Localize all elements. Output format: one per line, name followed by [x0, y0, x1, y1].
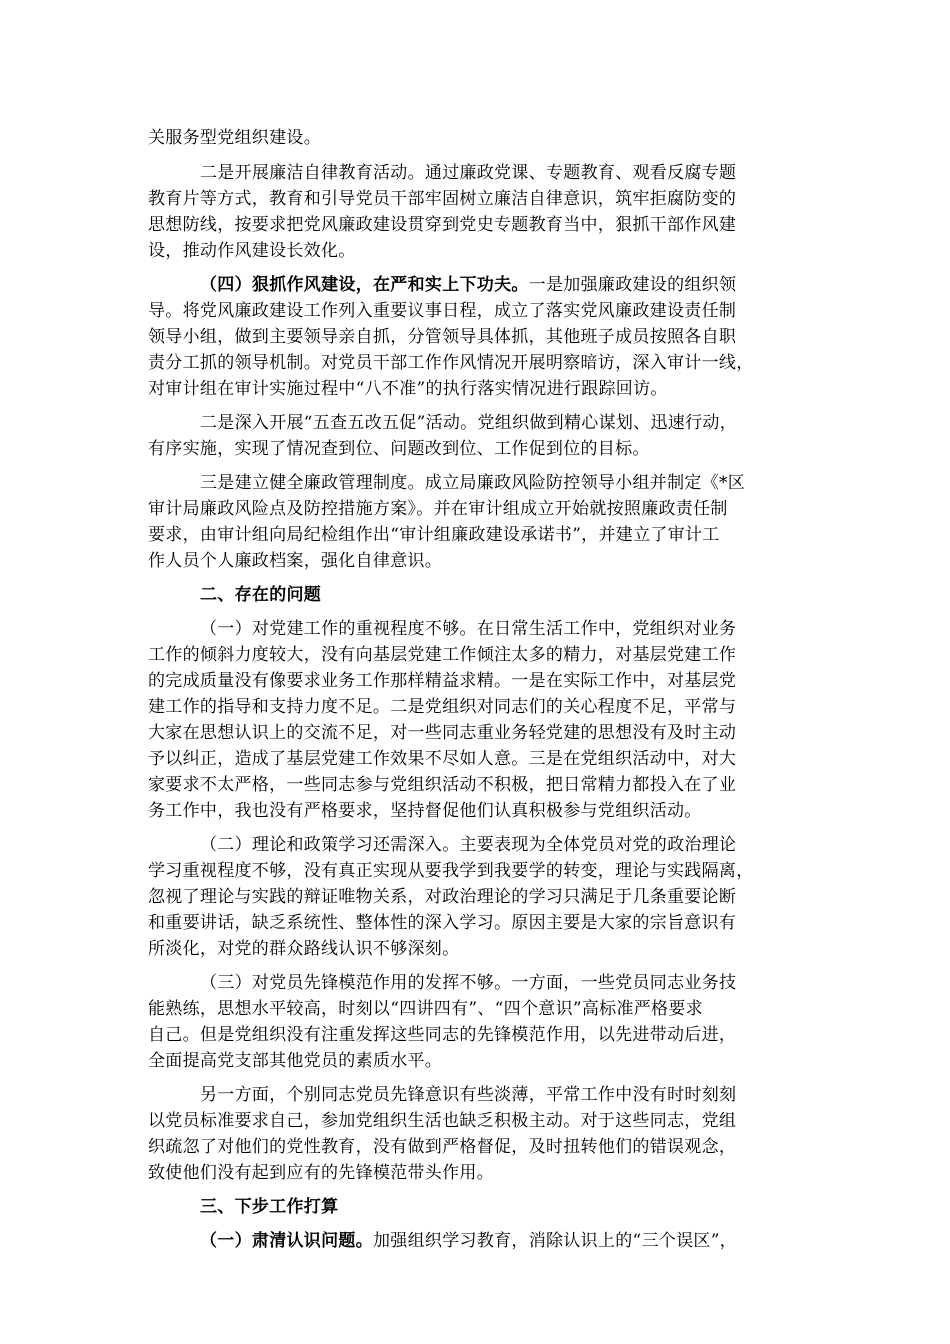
text-line: 二是开展廉洁自律教育活动。通过廉政党课、专题教育、观看反腐专题	[200, 163, 737, 183]
section-heading-line: （一）肃清认识问题。加强组织学习教育，消除认识上的“三个误区”，	[200, 1231, 737, 1251]
text-line: 设，推动作风建设长效化。	[148, 241, 356, 261]
section-heading: （一）肃清认识问题。	[200, 1231, 373, 1251]
text-line: 所淡化，对党的群众路线认识不够深刻。	[148, 939, 460, 959]
text-line: （三）对党员先锋模范作用的发挥不够。一方面，一些党员同志业务技	[200, 973, 737, 993]
text-line: 以党员标准要求自己，参加党组织生活也缺乏积极主动。对于这些同志，党组	[148, 1111, 737, 1131]
text-line: 大家在思想认识上的交流不足，对一些同志重业务轻党建的思想没有及时主动	[148, 723, 737, 743]
text-line: 和重要讲话，缺乏系统性、整体性的深入学习。原因主要是大家的宗旨意识有	[148, 913, 737, 933]
text-line: 导。将党风廉政建设工作列入重要议事日程，成立了落实党风廉政建设责任制	[148, 301, 737, 321]
text-line: 作人员个人廉政档案，强化自律意识。	[148, 551, 443, 571]
section-heading-line: （四）狠抓作风建设，在严和实上下功夫。一是加强廉政建设的组织领	[200, 275, 737, 295]
text-line: （一）对党建工作的重视程度不够。在日常生活工作中，党组织对业务	[200, 619, 737, 639]
text-line: 自己。但是党组织没有注重发挥这些同志的先锋模范作用，以先进带动后进，	[148, 1025, 737, 1045]
section-heading: （四）狠抓作风建设，在严和实上下功夫。	[200, 275, 529, 295]
text-line: 另一方面，个别同志党员先锋意识有些淡薄，平常工作中没有时时刻刻	[200, 1085, 737, 1105]
text-line: 建工作的指导和支持力度不足。二是党组织对同志们的关心程度不足，平常与	[148, 697, 737, 717]
text-line: 有序实施，实现了情况查到位、问题改到位、工作促到位的目标。	[148, 439, 650, 459]
text-line: 务工作中，我也没有严格要求，坚持督促他们认真积极参与党组织活动。	[148, 801, 702, 821]
text-line: 致使他们没有起到应有的先锋模范带头作用。	[148, 1163, 494, 1183]
chapter-heading: 二、存在的问题	[200, 585, 322, 605]
text-line: 的完成质量没有像要求业务工作那样精益求精。一是在实际工作中，对基层党	[148, 671, 737, 691]
text-line: 学习重视程度不够，没有真正实现从要我学到我要学的转变，理论与实践隔离，	[148, 861, 754, 881]
text-line: 予以纠正，造成了基层党建工作效果不尽如人意。三是在党组织活动中，对大	[148, 749, 737, 769]
text-line: 家要求不太严格，一些同志参与党组织活动不积极，把日常精力都投入在了业	[148, 775, 737, 795]
text-line: 忽视了理论与实践的辩证唯物关系，对政治理论的学习只满足于几条重要论断	[148, 887, 737, 907]
text-line: 对审计组在审计实施过程中“八不准”的执行落实情况进行跟踪回访。	[148, 379, 668, 399]
text-line: 责分工抓的领导机制。对党员干部工作作风情况开展明察暗访，深入审计一线，	[148, 353, 754, 373]
text-line: 教育片等方式，教育和引导党员干部牢固树立廉洁自律意识，筑牢拒腐防变的	[148, 189, 737, 209]
text-line: 领导小组，做到主要领导亲自抓，分管领导具体抓，其他班子成员按照各自职	[148, 327, 737, 347]
text-line: （二）理论和政策学习还需深入。主要表现为全体党员对党的政治理论	[200, 835, 737, 855]
chapter-heading: 三、下步工作打算	[200, 1197, 339, 1217]
text-line: 三是建立健全廉政管理制度。成立局廉政风险防控领导小组并制定《*区	[200, 473, 746, 493]
text-line: 审计局廉政风险点及防控措施方案》。并在审计组成立开始就按照廉政责任制	[148, 499, 728, 519]
text-line: 思想防线，按要求把党风廉政建设贯穿到党史专题教育当中，狠抓干部作风建	[148, 215, 737, 235]
chapter-heading-line	[200, 1194, 338, 1220]
text-line: 工作的倾斜力度较大，没有向基层党建工作倾注太多的精力，对基层党建工作	[148, 645, 737, 665]
text-line: 织疏忽了对他们的党性教育，没有做到严格督促，及时扭转他们的错误观念，	[148, 1137, 737, 1157]
chapter-heading-line	[200, 582, 321, 608]
text-line: 二是深入开展“五查五改五促”活动。党组织做到精心谋划、迅速行动，	[200, 413, 737, 433]
text-line: 关服务型党组织建设。	[148, 128, 321, 148]
text-line: 全面提高党支部其他党员的素质水平。	[148, 1051, 443, 1071]
text-line: 要求，由审计组向局纪检组作出“审计组廉政建设承诺书”，并建立了审计工	[148, 525, 720, 545]
text-line: 能熟练，思想水平较高，时刻以“四讲四有”、“四个意识”高标准严格要求	[148, 999, 703, 1019]
